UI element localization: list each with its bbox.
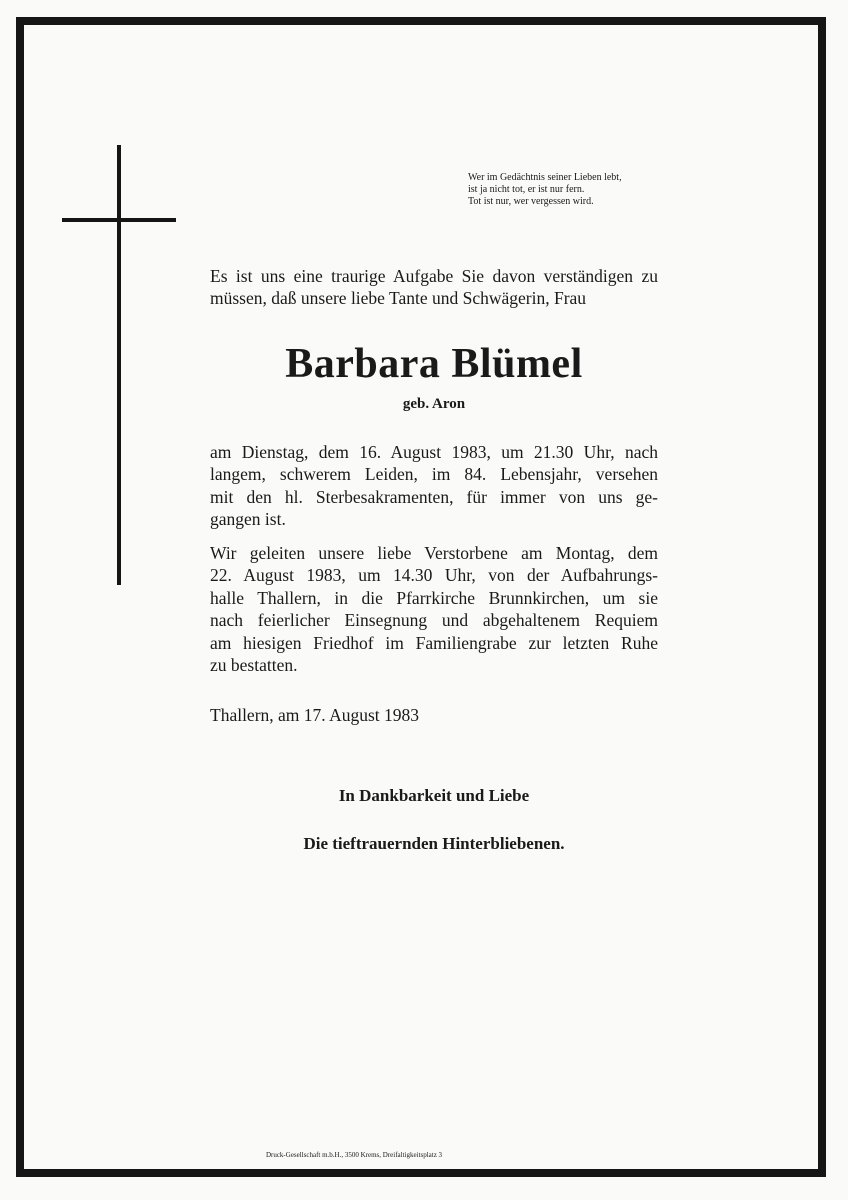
funeral-line: halle Thallern, in die Pfarrkirche Brunnkirchen, um sie bbox=[210, 587, 658, 608]
place-and-date: Thallern, am 17. August 1983 bbox=[210, 705, 420, 725]
death-notice-line: mit den hl. Sterbesakramenten, für immer von uns ge- bbox=[210, 486, 658, 507]
funeral-line: zu bestatten. bbox=[210, 655, 298, 676]
closing-gratitude: In Dankbarkeit und Liebe bbox=[338, 786, 530, 805]
funeral-paragraph bbox=[210, 542, 658, 676]
funeral-line: 22. August 1983, um 14.30 Uhr, von der Aufbahrungs- bbox=[210, 565, 658, 586]
memorial-motto bbox=[468, 172, 622, 208]
motto-line: ist ja nicht tot, er ist nur fern. bbox=[468, 184, 585, 195]
motto-line: Tot ist nur, wer vergessen wird. bbox=[468, 196, 594, 207]
death-notice-line: am Dienstag, dem 16. August 1983, um 21.30 Uhr, nach bbox=[210, 442, 658, 462]
death-notice-line: langem, schwerem Leiden, im 84. Lebensjahr, versehen bbox=[210, 464, 658, 485]
funeral-line: am hiesigen Friedhof im Familiengrabe zur letzten Ruhe bbox=[210, 632, 658, 653]
closing-mourners: Die tieftrauernden Hinterbliebenen. bbox=[303, 834, 565, 853]
motto-line: Wer im Gedächtnis seiner Lieben lebt, bbox=[468, 172, 622, 183]
funeral-line: Wir geleiten unsere liebe Verstorbene am Montag, dem bbox=[210, 543, 658, 563]
intro-line: Es ist uns eine traurige Aufgabe Sie davon verständigen zu bbox=[210, 266, 658, 286]
maiden-name: geb. Aron bbox=[402, 396, 466, 412]
intro-paragraph bbox=[210, 265, 658, 310]
death-notice-paragraph bbox=[210, 441, 658, 531]
death-notice-line: gangen ist. bbox=[210, 509, 286, 530]
intro-line: müssen, daß unsere liebe Tante und Schwägerin, Frau bbox=[210, 288, 587, 309]
funeral-line: nach feierlicher Einsegnung und abgehaltenem Requiem bbox=[210, 610, 658, 631]
printer-imprint: Druck-Gesellschaft m.b.H., 3500 Krems, Dreifaltigkeitsplatz 3 bbox=[265, 1151, 443, 1159]
cross-icon-horizontal-bar bbox=[62, 218, 176, 222]
deceased-name: Barbara Blümel bbox=[285, 341, 583, 387]
